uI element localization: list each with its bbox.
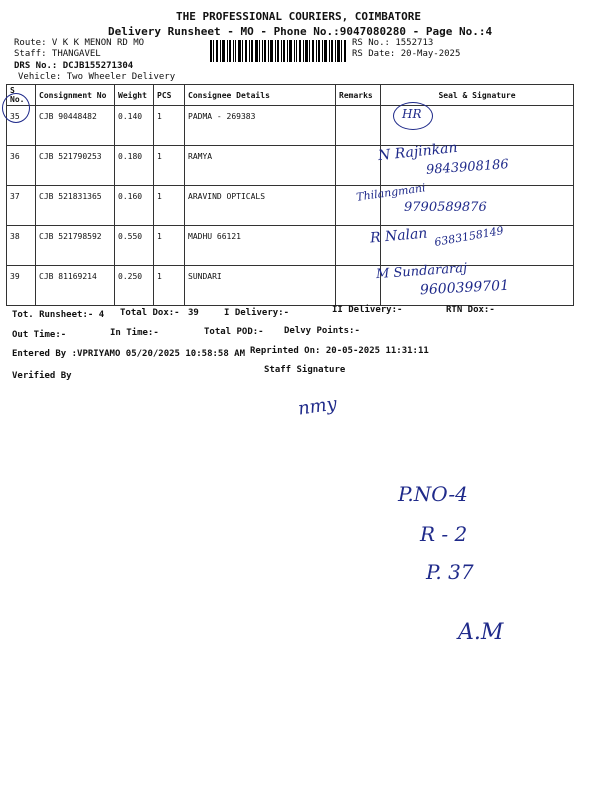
- signature-2-name: N Rajinkan: [377, 139, 459, 165]
- in-time: In Time:-: [110, 328, 159, 338]
- note-p-count: P. 37: [426, 560, 474, 584]
- row-consignee: MADHU 66121: [185, 226, 336, 266]
- row-weight: 0.250: [115, 266, 154, 306]
- staff: Staff: THANGAVEL: [14, 49, 101, 59]
- row-weight: 0.180: [115, 146, 154, 186]
- table-row: [7, 186, 574, 226]
- out-time: Out Time:-: [12, 330, 67, 340]
- note-initials: A.M: [458, 620, 504, 645]
- row-sno: 36: [7, 146, 36, 186]
- row-pcs: 1: [154, 226, 185, 266]
- barcode-icon: [210, 40, 346, 62]
- col-sno: S No.: [7, 85, 36, 106]
- delvy-points: Delvy Points:-: [284, 326, 360, 336]
- ii-delivery: II Delivery:-: [332, 305, 403, 315]
- row-consignee: ARAVIND OPTICALS: [185, 186, 336, 226]
- company-name: THE PROFESSIONAL COURIERS, COIMBATORE: [176, 10, 422, 23]
- total-pod: Total POD:-: [204, 327, 264, 337]
- row-consignment: CJB 521790253: [36, 146, 115, 186]
- row-consignee: SUNDARI: [185, 266, 336, 306]
- signature-4-name: R Nalan: [369, 225, 429, 247]
- staff-handwritten-signature: nmy: [296, 393, 339, 420]
- vehicle: Vehicle: Two Wheeler Delivery: [18, 72, 176, 82]
- tot-runsheet: Tot. Runsheet:- 4: [12, 310, 105, 320]
- note-page-number: P.NO-4: [398, 482, 468, 506]
- runsheet-table: [6, 84, 574, 306]
- rs-number: RS No.: 1552713: [352, 38, 434, 48]
- signature-4-phone: 6383158149: [433, 224, 505, 249]
- reprinted-on: Reprinted On: 20-05-2025 11:31:11: [250, 346, 429, 356]
- route: Route: V K K MENON RD MO: [14, 38, 145, 48]
- signature-3-name: Thilangmani: [355, 181, 427, 204]
- verified-by: Verified By: [12, 371, 72, 381]
- row-pcs: 1: [154, 106, 185, 146]
- drs-number: DRS No.: DCJB155271304: [14, 61, 134, 71]
- staff-signature-label: Staff Signature: [264, 365, 346, 375]
- table-row: [7, 106, 574, 146]
- signature-1: HR: [402, 107, 422, 121]
- row-consignee: PADMA - 269383: [185, 106, 336, 146]
- entered-by: Entered By :VPRIYAMO 05/20/2025 10:58:58 AM: [12, 349, 245, 359]
- row-sno: 37: [7, 186, 36, 226]
- total-dox-label: Total Dox:-: [120, 308, 180, 318]
- row-sno: 38: [7, 226, 36, 266]
- sno-circle-mark: [2, 93, 30, 123]
- row-pcs: 1: [154, 186, 185, 226]
- signature-3-phone: 9790589876: [404, 200, 487, 215]
- col-weight: Weight: [115, 85, 154, 106]
- row-sno: 39: [7, 266, 36, 306]
- row-pcs: 1: [154, 266, 185, 306]
- row-weight: 0.550: [115, 226, 154, 266]
- runsheet-title: Delivery Runsheet - MO - Phone No.:9047080280 - Page No.:4: [108, 25, 493, 38]
- row-remarks: [336, 146, 381, 186]
- i-delivery: I Delivery:-: [224, 308, 290, 318]
- col-signature: Seal & Signature: [381, 85, 574, 106]
- row-sno: 35: [7, 106, 36, 146]
- col-consignee: Consignee Details: [185, 85, 336, 106]
- row-consignment: CJB 81169214: [36, 266, 115, 306]
- row-consignee: RAMYA: [185, 146, 336, 186]
- signature-5-phone: 9600399701: [419, 277, 510, 299]
- col-consignment: Consignment No: [36, 85, 115, 106]
- row-weight: 0.160: [115, 186, 154, 226]
- note-r-count: R - 2: [420, 522, 468, 546]
- row-consignment: CJB 90448482: [36, 106, 115, 146]
- row-consignment: CJB 521798592: [36, 226, 115, 266]
- col-remarks: Remarks: [336, 85, 381, 106]
- col-pcs: PCS: [154, 85, 185, 106]
- row-remarks: [336, 266, 381, 306]
- signature-5-name: M Sundararaj: [375, 260, 468, 283]
- row-consignment: CJB 521831365: [36, 186, 115, 226]
- table-header-row: [7, 85, 574, 106]
- rtn-dox: RTN Dox:-: [446, 305, 495, 315]
- total-dox-value: 39: [188, 308, 199, 318]
- row-weight: 0.140: [115, 106, 154, 146]
- signature-2-phone: 9843908186: [425, 157, 510, 178]
- row-remarks: [336, 106, 381, 146]
- row-pcs: 1: [154, 146, 185, 186]
- rs-date: RS Date: 20-May-2025: [352, 49, 461, 59]
